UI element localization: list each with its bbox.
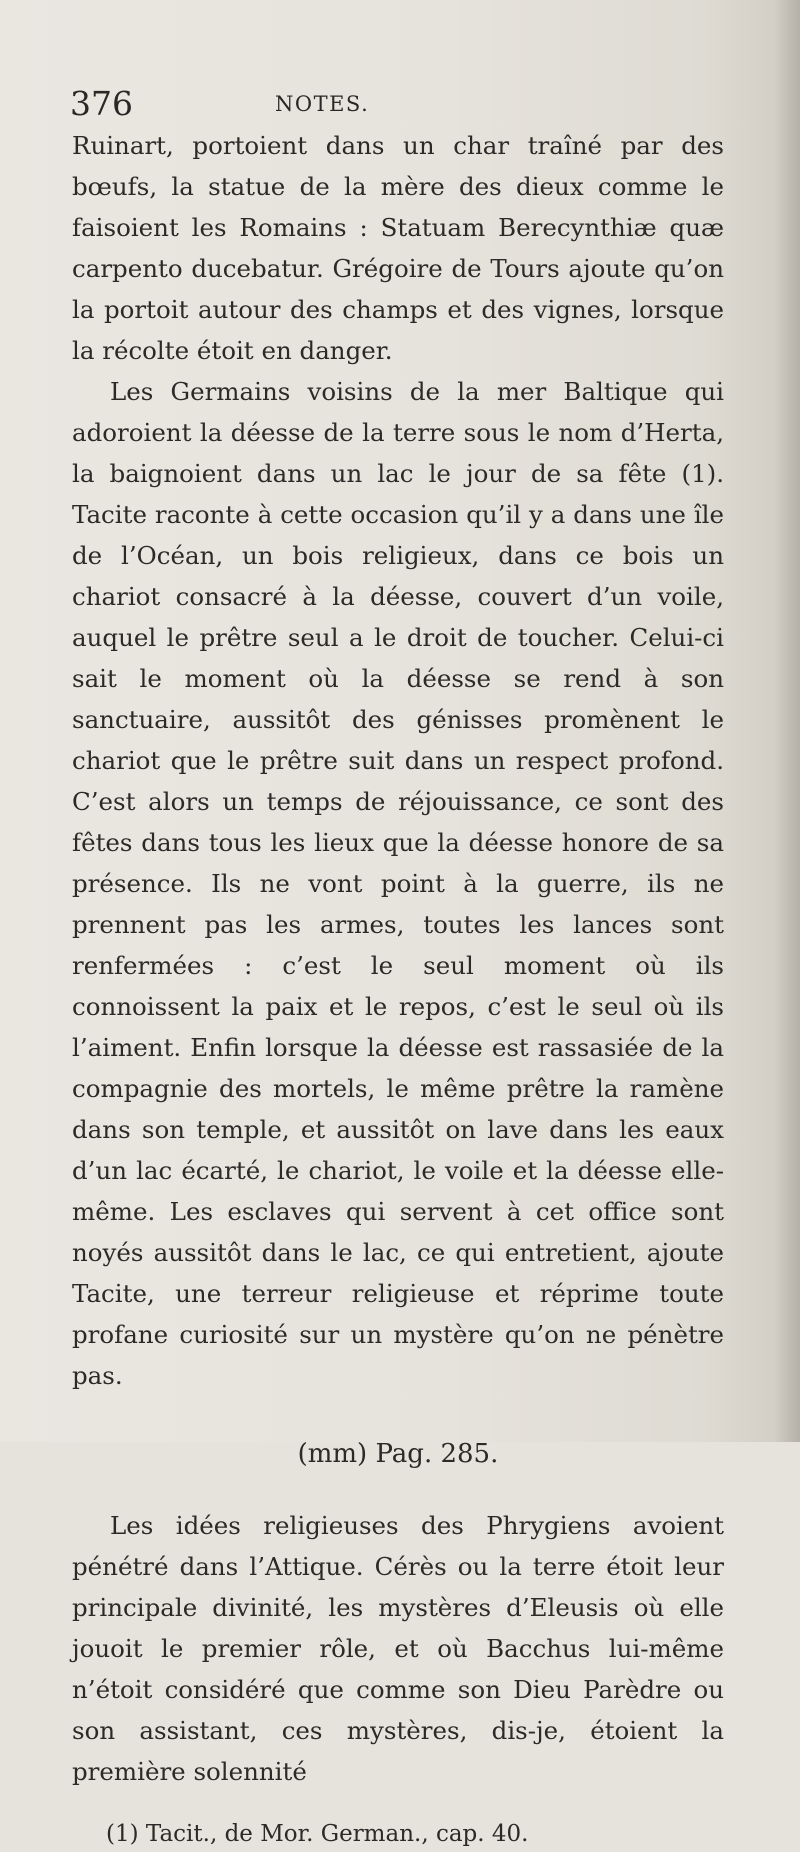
- paragraph-germains: Les Germains voisins de la mer Baltique qui adoroient la déesse de la terre sous le nom d’Herta, la baignoient dans un lac le jour de sa fête (1). Tacite raconte à cette occasion qu’il y a dans une île de l’Océan, un bois religieux, dans ce bois un chariot consacré à la déesse, couvert d’un voile, auquel le prêtre seul a le droit de toucher. Celui-ci sait le moment où la déesse se rend à son sanctuaire, aussitôt des génisses promènent le chariot que le prêtre suit dans un respect profond. C’est alors un temps de réjouissance, ce sont des fêtes dans tous les lieux que la déesse honore de sa présence. Ils ne vont point à la guerre, ils ne prennent pas les armes, toutes les lances sont renfermées : c’est le seul moment où ils connoissent la paix et le repos, c’est le seul où ils l’aiment. Enfin lorsque la déesse est rassasiée de la compagnie des mortels, le même prêtre la ramène dans son temple, et aussitôt on lave dans les eaux d’un lac écarté, le chariot, le voile et la déesse elle-même. Les esclaves qui servent à cet office sont noyés aussitôt dans le lac, ce qui entretient, ajoute Tacite, une terreur religieuse et réprime toute profane curiosité sur un mystère qu’on ne pénètre pas.: [72, 377, 724, 1390]
- paragraph-phrygiens: Les idées religieuses des Phrygiens avoient pénétré dans l’Attique. Cérès ou la terre étoit leur principale divinité, les mystères d’Eleusis où elle jouoit le premier rôle, et où Bacchus lui-même n’étoit considéré que comme son Dieu Parèdre ou son assistant, ces mystères, dis-je, étoient la première solennité: [72, 1511, 724, 1786]
- page-edge-shadow: [774, 0, 800, 1442]
- footnote: (1) Tacit., de Mor. German., cap. 40.: [106, 1821, 529, 1847]
- body-text: [72, 125, 724, 1852]
- page-header: [70, 84, 710, 124]
- page-number: 376: [70, 84, 133, 123]
- running-head: NOTES.: [275, 92, 370, 116]
- note-reference: (mm) Pag. 285.: [297, 1439, 499, 1469]
- paragraph-ruinart: Ruinart, portoient dans un char traîné par des bœufs, la statue de la mère des dieux comme le faisoient les Romains : Statuam Berecynthiæ quæ carpento ducebatur. Grégoire de Tours ajoute qu’on la portoit autour des champs et des vignes, lorsque la récolte étoit en danger.: [72, 131, 724, 365]
